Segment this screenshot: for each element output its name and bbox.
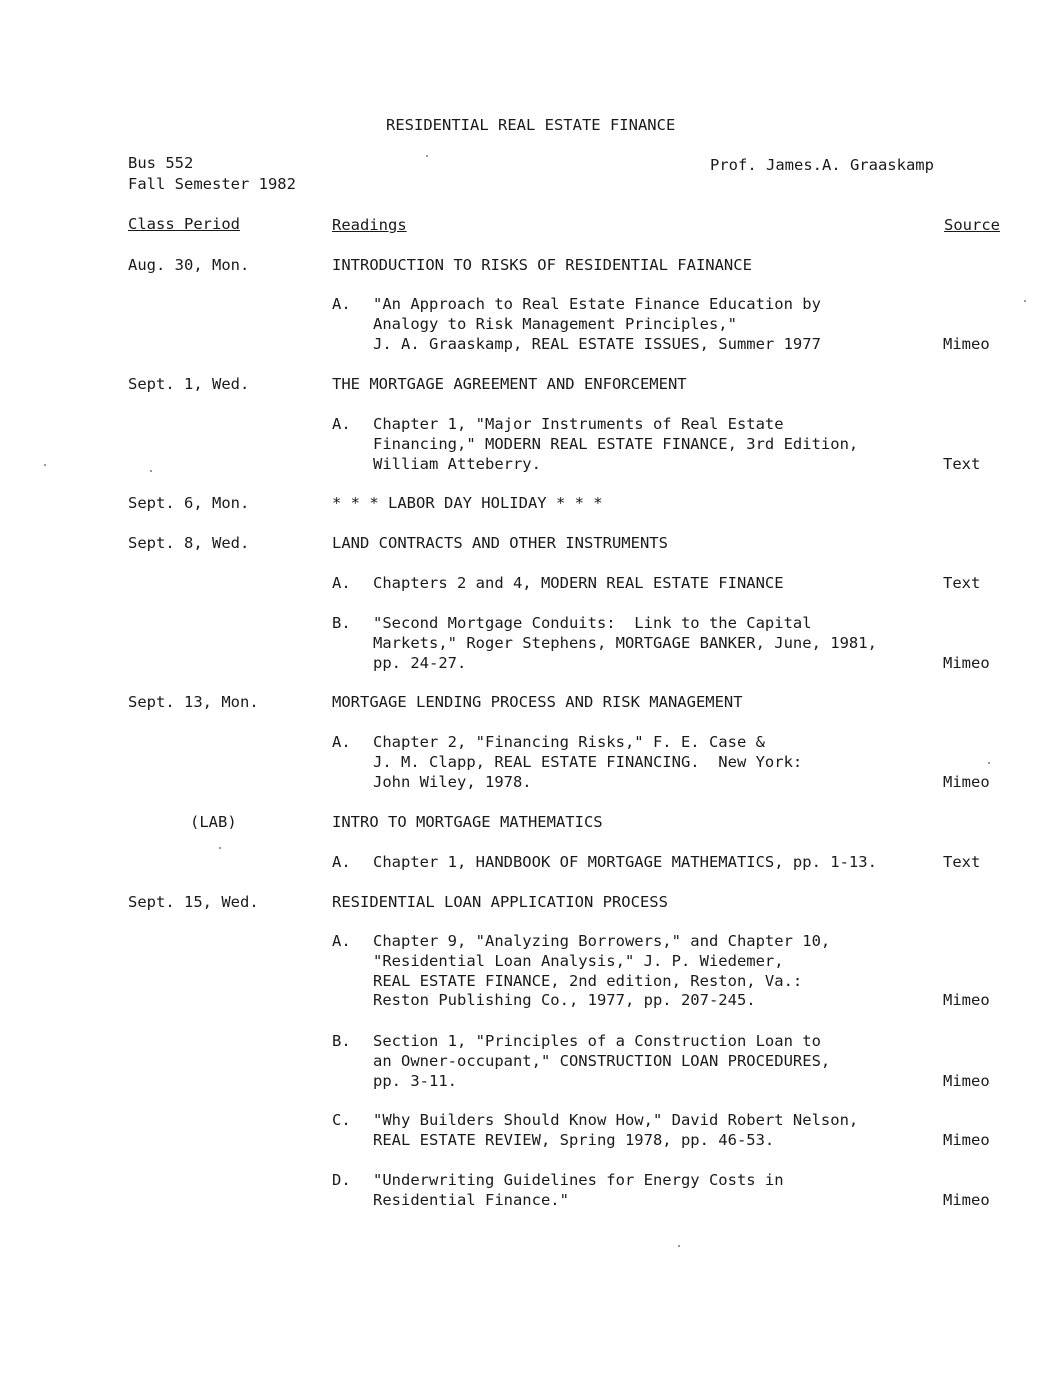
- reading-line: "An Approach to Real Estate Finance Education by: [373, 295, 821, 313]
- session-date: Sept. 13, Mon.: [128, 693, 259, 711]
- reading-line: "Second Mortgage Conduits: Link to the Capital: [373, 614, 812, 632]
- reading-line: "Why Builders Should Know How," David Robert Nelson,: [373, 1111, 859, 1129]
- session-topic: RESIDENTIAL LOAN APPLICATION PROCESS: [332, 893, 668, 911]
- scan-speck: [988, 762, 990, 764]
- reading-letter: A.: [332, 853, 351, 871]
- scan-speck: [150, 470, 152, 472]
- session-date: Sept. 6, Mon.: [128, 494, 250, 512]
- reading-line: John Wiley, 1978.: [373, 772, 532, 791]
- reading-source: Text: [943, 454, 981, 473]
- reading-letter: B.: [332, 614, 351, 632]
- reading-source: Mimeo: [943, 1190, 990, 1209]
- reading-source: Text: [943, 853, 981, 871]
- reading-letter: A.: [332, 574, 351, 592]
- reading-line: Chapter 9, "Analyzing Borrowers," and Chapter 10,: [373, 932, 831, 950]
- semester: Fall Semester 1982: [128, 175, 296, 193]
- reading-line: Financing," MODERN REAL ESTATE FINANCE, 3rd Edition,: [373, 434, 859, 453]
- reading-line: Reston Publishing Co., 1977, pp. 207-245.: [373, 991, 756, 1010]
- session-topic: * * * LABOR DAY HOLIDAY * * *: [332, 494, 603, 512]
- session-date: Sept. 1, Wed.: [128, 375, 250, 393]
- reading-source: Mimeo: [943, 1130, 990, 1149]
- reading-line: Residential Finance.": [373, 1190, 569, 1209]
- session-date: (LAB): [190, 813, 237, 831]
- scan-speck: [219, 847, 221, 849]
- reading-source: Mimeo: [943, 334, 990, 353]
- reading-letter: D.: [332, 1171, 351, 1189]
- header-class-period: Class Period: [128, 215, 240, 233]
- reading-source: Mimeo: [943, 772, 990, 791]
- header-readings: Readings: [332, 216, 407, 234]
- reading-line: REAL ESTATE REVIEW, Spring 1978, pp. 46-53.: [373, 1130, 775, 1149]
- session-date: Sept. 8, Wed.: [128, 534, 250, 552]
- session-date: Sept. 15, Wed.: [128, 893, 259, 911]
- reading-line: J. M. Clapp, REAL ESTATE FINANCING. New York:: [373, 752, 803, 771]
- header-source: Source: [944, 216, 1000, 234]
- reading-line: J. A. Graaskamp, REAL ESTATE ISSUES, Summer 1977: [373, 334, 821, 353]
- session-topic: INTRODUCTION TO RISKS OF RESIDENTIAL FAINANCE: [332, 256, 752, 274]
- session-topic: THE MORTGAGE AGREEMENT AND ENFORCEMENT: [332, 375, 687, 393]
- reading-letter: A.: [332, 295, 351, 313]
- reading-line: "Underwriting Guidelines for Energy Costs in: [373, 1171, 784, 1189]
- session-date: Aug. 30, Mon.: [128, 256, 250, 274]
- reading-line: Markets," Roger Stephens, MORTGAGE BANKER, June, 1981,: [373, 633, 877, 652]
- session-topic: MORTGAGE LENDING PROCESS AND RISK MANAGEMENT: [332, 693, 743, 711]
- session-topic: LAND CONTRACTS AND OTHER INSTRUMENTS: [332, 534, 668, 552]
- reading-line: William Atteberry.: [373, 454, 541, 473]
- reading-line: Chapter 1, HANDBOOK OF MORTGAGE MATHEMATICS, pp. 1-13.: [373, 853, 877, 871]
- reading-letter: A.: [332, 733, 351, 751]
- reading-letter: A.: [332, 415, 351, 433]
- reading-line: Chapter 2, "Financing Risks," F. E. Case &: [373, 733, 765, 751]
- reading-line: pp. 3-11.: [373, 1071, 457, 1090]
- reading-line: Chapter 1, "Major Instruments of Real Estate: [373, 415, 784, 433]
- professor-name: Prof. James.A. Graaskamp: [710, 156, 934, 174]
- scan-speck: [426, 155, 428, 157]
- reading-letter: C.: [332, 1111, 351, 1129]
- reading-line: Chapters 2 and 4, MODERN REAL ESTATE FINANCE: [373, 574, 784, 592]
- document-title: RESIDENTIAL REAL ESTATE FINANCE: [386, 116, 676, 134]
- scan-speck: [44, 464, 46, 466]
- reading-line: an Owner-occupant," CONSTRUCTION LOAN PROCEDURES,: [373, 1051, 831, 1070]
- reading-line: pp. 24-27.: [373, 653, 467, 672]
- reading-line: Section 1, "Principles of a Construction Loan to: [373, 1032, 821, 1050]
- reading-letter: A.: [332, 932, 351, 950]
- scan-speck: [678, 1245, 680, 1247]
- reading-letter: B.: [332, 1032, 351, 1050]
- reading-source: Mimeo: [943, 991, 990, 1010]
- session-topic: INTRO TO MORTGAGE MATHEMATICS: [332, 813, 603, 831]
- reading-source: Text: [943, 574, 981, 592]
- reading-line: "Residential Loan Analysis," J. P. Wiedemer,: [373, 951, 784, 970]
- reading-source: Mimeo: [943, 653, 990, 672]
- reading-line: Analogy to Risk Management Principles,": [373, 314, 737, 333]
- course-number: Bus 552: [128, 154, 194, 172]
- scan-speck: [1024, 300, 1026, 302]
- reading-source: Mimeo: [943, 1071, 990, 1090]
- reading-line: REAL ESTATE FINANCE, 2nd edition, Reston, Va.:: [373, 971, 803, 990]
